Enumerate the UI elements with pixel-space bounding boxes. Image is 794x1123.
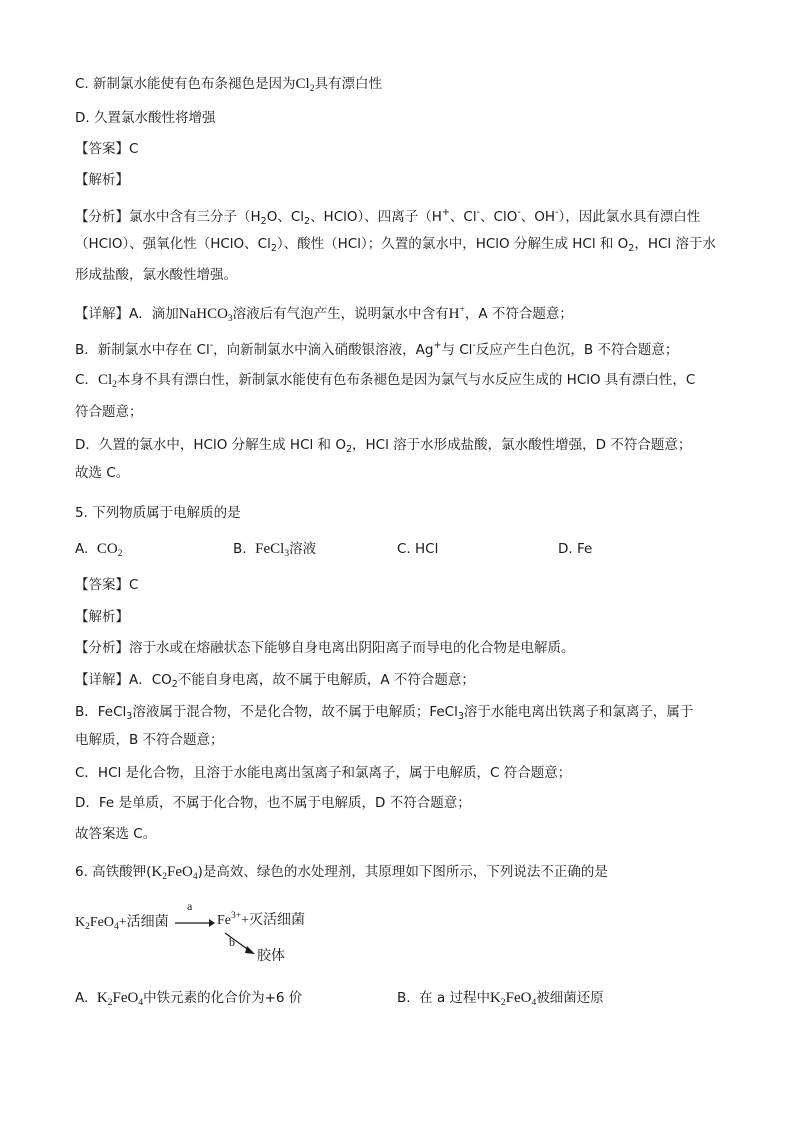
- diagram-products: $Fe^{3+}+$灭活细菌: [217, 911, 306, 928]
- q5-stem: 5. 下列物质属于电解质的是: [75, 505, 241, 521]
- q5-options: [75, 539, 725, 561]
- arrow-a-icon: [175, 917, 215, 929]
- q5-option-b: B. FeCl$_3$溶液: [233, 541, 317, 559]
- formula-nahco3: NaHCO$_3$: [178, 306, 233, 324]
- q4-detail-c-cont: 符合题意；: [75, 404, 143, 420]
- q4-answer: 【答案】C: [75, 141, 139, 157]
- q5-detail-b: B．FeCl$_3$溶液属于混合物，不是化合物，故不属于电解质；FeCl$_3$溶于水能电离出铁离子和氯离子，属于: [75, 704, 694, 722]
- q5-detail-a: 【详解】A．$CO_2$不能自身电离，故不属于电解质，A 不符合题意；: [75, 672, 475, 690]
- formula-h-plus: H+: [448, 305, 465, 322]
- reaction-diagram: [75, 901, 335, 971]
- formula-cl2: $Cl_2$: [97, 372, 117, 390]
- q4-fenxi-line1: 【分析】氯水中含有三分子（$H_2O$、$Cl_2$、HClO）、四离子（H+、Cl-、ClO-、OH-），因此氯水具有漂白性: [75, 207, 701, 227]
- q4-conclusion: 故选 C。: [75, 465, 130, 481]
- q4-fenxi-line3: 形成盐酸，氯水酸性增强。: [75, 267, 237, 283]
- q4-detail-b: B．新制氯水中存在 Cl-，向新制氯水中滴入硝酸银溶液，Ag+与 Cl-反应产生白色沉，B 不符合题意；: [75, 340, 679, 358]
- q4-option-d: D. 久置氯水酸性将增强: [75, 110, 216, 126]
- formula-k2feo4: $K_2FeO_4$: [151, 864, 198, 882]
- q4-detail-c: C．$Cl_2$本身不具有漂白性，新制氯水能使有色布条褪色是因为氯气与水反应生成的 HClO 具有漂白性，C: [75, 372, 696, 390]
- q6-stem: 6. 高铁酸钾$(K_2FeO_4)$是高效、绿色的水处理剂，其原理如下图所示，下列说法不正确的是: [75, 864, 608, 882]
- q5-fenxi: 【分析】溶于水或在熔融状态下能够自身电离出阴阳离子而导电的化合物是电解质。: [75, 640, 575, 656]
- q6-option-b: B. 在 a 过程中$K_2FeO_4$被细菌还原: [397, 990, 604, 1008]
- q5-detail-d: D．Fe 是单质，不属于化合物，也不属于电解质，D 不符合题意；: [75, 795, 471, 811]
- arrow-a-label: a: [187, 899, 193, 913]
- q5-detail-c: C．HCl 是化合物，且溶于水能电离出氢离子和氯离子，属于电解质，C 符合题意；: [75, 765, 572, 781]
- formula-cl2: $Cl_2$: [295, 76, 315, 94]
- arrow-b-icon: [223, 931, 257, 957]
- q5-analysis-heading: 【解析】: [75, 609, 129, 625]
- q5-answer: 【答案】C: [75, 577, 139, 593]
- diagram-reactants: $K_2FeO_4+$活细菌: [75, 915, 169, 932]
- q5-conclusion: 故答案选 C。: [75, 826, 157, 842]
- q5-detail-b-cont: 电解质，B 不符合题意；: [75, 732, 224, 748]
- q5-option-a: A. $CO_2$: [75, 541, 123, 559]
- q6-option-a: A. $K_2FeO_4$中铁元素的化合价为+6 价: [75, 990, 303, 1008]
- q4-option-c: C. 新制氯水能使有色布条褪色是因为$Cl_2$具有漂白性: [75, 76, 382, 94]
- q4-analysis-heading: 【解析】: [75, 172, 129, 188]
- q6-options: [75, 988, 725, 1010]
- q5-option-d: D. Fe: [558, 541, 593, 557]
- q4-fenxi-line2: （HClO）、强氧化性（HClO、$Cl_2$）、酸性（HCl）；久置的氯水中，HClO 分解生成 HCl 和 $O_2$，HCl 溶于水: [75, 236, 716, 254]
- diagram-colloid: 胶体: [257, 949, 285, 964]
- arrow-b-label: b: [229, 935, 235, 949]
- q4-detail-d: D．久置的氯水中，HClO 分解生成 HCl 和 $O_2$，HCl 溶于水形成盐酸，氯水酸性增强，D 不符合题意；: [75, 437, 692, 455]
- q5-option-c: C. HCl: [397, 541, 439, 557]
- q4-detail-a: 【详解】A．滴加NaHCO$_3$溶液后有气泡产生，说明氯水中含有H+，A 不符合题意；: [75, 305, 573, 324]
